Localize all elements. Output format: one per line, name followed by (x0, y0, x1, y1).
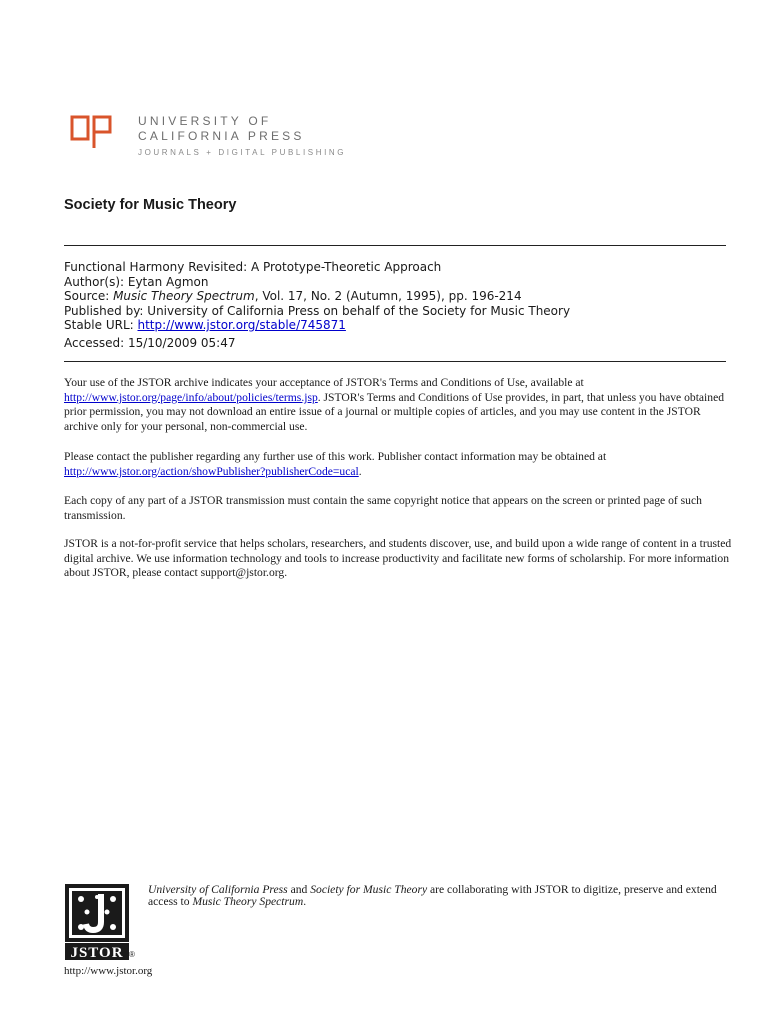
registered-mark: ® (129, 950, 135, 959)
source-journal: Music Theory Spectrum (113, 289, 255, 303)
footer-publisher: University of California Press (148, 883, 288, 896)
terms-text-suffix: . JSTOR's Terms and Conditions of Use provides, in part, that unless you have obtained prior permission, you may not download an entire issue of a journal or multiple copies of articles, and you may use content in the JSTOR archive only for your personal, non-commercial use. (64, 390, 725, 433)
article-source (64, 289, 570, 304)
ucpress-subline: JOURNALS + DIGITAL PUBLISHING (138, 148, 347, 157)
contact-paragraph (64, 450, 734, 479)
ucpress-mark-icon (70, 114, 112, 152)
footer-and: and (287, 883, 311, 896)
article-title: Functional Harmony Revisited: A Prototype-Theoretic Approach (64, 260, 442, 274)
publisher-contact-link[interactable]: http://www.jstor.org/action/showPublisher?publisherCode=ucal (64, 464, 359, 478)
contact-text-suffix: . (358, 464, 362, 478)
footer-collaboration (148, 884, 738, 907)
ucpress-name (138, 114, 305, 144)
terms-paragraph (64, 376, 734, 434)
article-authors: Author(s): Eytan Agmon (64, 274, 209, 289)
bottom-divider (64, 361, 726, 362)
society-title: Society for Music Theory (64, 197, 237, 213)
jstor-emblem-icon (65, 884, 129, 960)
jstor-url[interactable]: http://www.jstor.org (64, 965, 153, 977)
jstor-logo (65, 884, 135, 960)
ucpress-line1: UNIVERSITY OF (138, 114, 272, 128)
stable-url-link[interactable]: http://www.jstor.org/stable/745871 (137, 318, 346, 332)
footer-journal: Music Theory Spectrum (192, 894, 304, 908)
source-details: , Vol. 17, No. 2 (Autumn, 1995), pp. 196-214 (254, 289, 522, 303)
copyright-paragraph: Each copy of any part of a JSTOR transmission must contain the same copyright notice that appears on the screen or printed page of such transmission. (64, 494, 702, 522)
jstor-logo-text: JSTOR (70, 945, 124, 960)
article-metadata (64, 260, 570, 350)
contact-text-prefix: Please contact the publisher regarding any further use of this work. Publisher contact information may be obtained at (64, 450, 607, 463)
top-divider (64, 245, 726, 246)
footer-society: Society for Music Theory (310, 883, 428, 896)
terms-text-prefix: Your use of the JSTOR archive indicates your acceptance of JSTOR's Terms and Conditions of Use, available at (64, 376, 584, 389)
article-publisher: Published by: University of California Press on behalf of the Society for Music Theory (64, 303, 571, 318)
stable-url-label: Stable URL: (64, 318, 138, 332)
article-accessed: Accessed: 15/10/2009 05:47 (64, 335, 236, 350)
article-stable-url (64, 318, 570, 333)
jstor-about-paragraph: JSTOR is a not-for-profit service that helps scholars, researchers, and students discover, use, and build upon a wide range of content in a trusted digital archive. We use information technology and tools to increase productivity and facilitate new forms of scholarship. For more information about JSTOR, please contact support@jstor.org. (64, 537, 732, 580)
ucpress-logo (70, 114, 360, 162)
ucpress-line2: CALIFORNIA PRESS (138, 129, 305, 143)
footer-end: . (303, 894, 307, 908)
source-label: Source: (64, 289, 114, 303)
terms-link[interactable]: http://www.jstor.org/page/info/about/policies/terms.jsp (64, 390, 318, 404)
footer-middle: are collaborating with JSTOR to digitize, preserve and extend access to (148, 883, 717, 908)
